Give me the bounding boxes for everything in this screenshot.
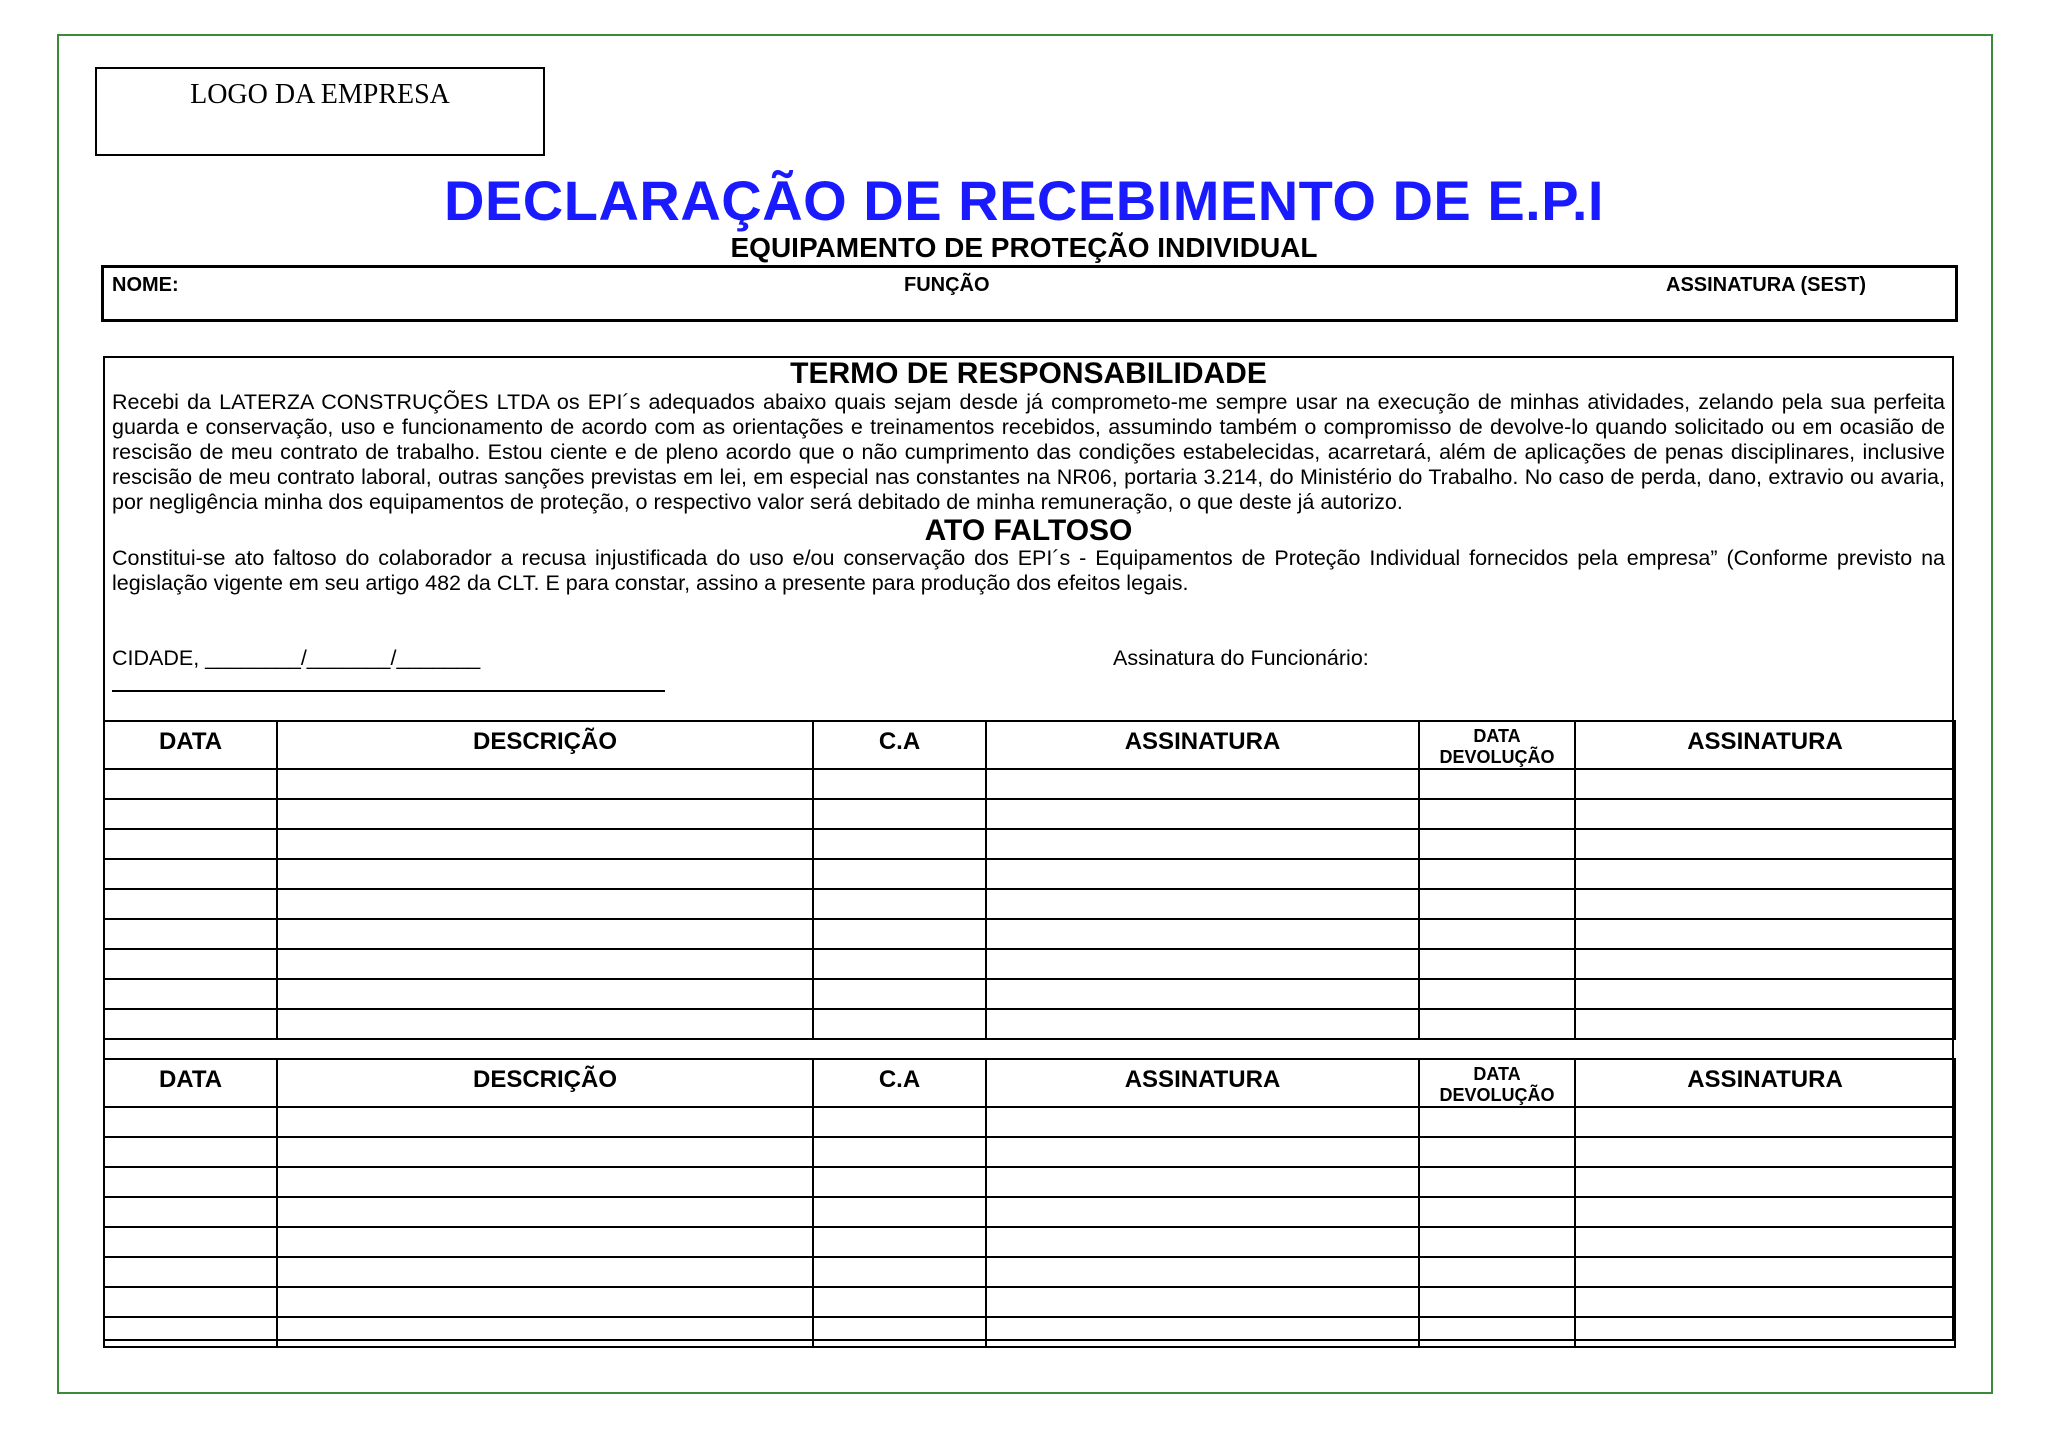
table-cell[interactable] (986, 1317, 1419, 1347)
table-cell[interactable] (104, 1197, 277, 1227)
table-row (104, 1287, 1955, 1317)
epi-table-2 (103, 1058, 1956, 1348)
table-cell[interactable] (277, 949, 813, 979)
table-cell[interactable] (1575, 1197, 1955, 1227)
table-cell[interactable] (986, 769, 1419, 799)
table-cell[interactable] (1575, 859, 1955, 889)
table-cell[interactable] (1419, 919, 1575, 949)
table-cell[interactable] (277, 1287, 813, 1317)
table-cell[interactable] (986, 799, 1419, 829)
table-cell[interactable] (813, 1009, 986, 1039)
table-cell[interactable] (104, 889, 277, 919)
table-cell[interactable] (277, 829, 813, 859)
table-cell[interactable] (104, 919, 277, 949)
table-cell[interactable] (1575, 1287, 1955, 1317)
table-cell[interactable] (1419, 1107, 1575, 1137)
table-cell[interactable] (104, 1317, 277, 1347)
table-cell[interactable] (104, 829, 277, 859)
col-header-data: DATA (104, 721, 277, 769)
function-field-label[interactable]: FUNÇÃO (904, 274, 990, 296)
table-cell[interactable] (1575, 1227, 1955, 1257)
employee-signature-label[interactable]: Assinatura do Funcionário: (1113, 646, 1369, 670)
table-cell[interactable] (813, 1167, 986, 1197)
table-row (104, 1167, 1955, 1197)
table-cell[interactable] (277, 1257, 813, 1287)
table-cell[interactable] (104, 979, 277, 1009)
table-cell[interactable] (813, 1137, 986, 1167)
table-cell[interactable] (1419, 769, 1575, 799)
table-cell[interactable] (986, 1107, 1419, 1137)
table-cell[interactable] (1419, 1167, 1575, 1197)
table-cell[interactable] (1575, 1137, 1955, 1167)
table-cell[interactable] (986, 1167, 1419, 1197)
sest-signature-field-label[interactable]: ASSINATURA (SEST) (1666, 274, 1866, 296)
table-cell[interactable] (1575, 1107, 1955, 1137)
table-cell[interactable] (986, 919, 1419, 949)
table-cell[interactable] (813, 1287, 986, 1317)
table-cell[interactable] (1575, 1167, 1955, 1197)
table-cell[interactable] (277, 1167, 813, 1197)
table-cell[interactable] (813, 979, 986, 1009)
table-cell[interactable] (1575, 829, 1955, 859)
name-field-label[interactable]: NOME: (112, 274, 179, 296)
table-cell[interactable] (813, 1257, 986, 1287)
col-header-ca: C.A (813, 721, 986, 769)
table-cell[interactable] (1419, 799, 1575, 829)
col-header-descricao: DESCRIÇÃO (277, 1059, 813, 1107)
table-cell[interactable] (104, 1167, 277, 1197)
table-cell[interactable] (813, 769, 986, 799)
table-row (104, 1009, 1955, 1039)
termo-text: Recebi da LATERZA CONSTRUÇÕES LTDA os EPI´s adequados abaixo quais sejam desde já comprometo-me sempre usar na execução de minhas atividades, zelando pela sua perfeita guarda e conservação, uso e funcionamento de acordo com as orientações e treinamentos recebidos, assumindo também o compromisso de devolve-lo quando solicitado ou em ocasião de rescisão de meu contrato de trabalho. Estou ciente e de pleno acordo que o não cumprimento das condições estabelecidas, acarretará, além de aplicações de penas disciplinares, inclusive rescisão de meu contrato laboral, outras sanções previstas em lei, em especial nas constantes na NR06, portaria 3.214, do Ministério do Trabalho. No caso de perda, dano, extravio ou avaria, por negligência minha dos equipamentos de proteção, o respectivo valor será debitado de minha remuneração, o que deste já autorizo. (112, 390, 1945, 514)
table-cell[interactable] (1419, 1287, 1575, 1317)
col-header-assinatura-devolucao: ASSINATURA (1575, 1059, 1955, 1107)
table-row (104, 1107, 1955, 1137)
table-cell[interactable] (277, 769, 813, 799)
table-cell[interactable] (1575, 799, 1955, 829)
table-cell[interactable] (986, 1257, 1419, 1287)
table-cell[interactable] (104, 859, 277, 889)
col-header-ca: C.A (813, 1059, 986, 1107)
termo-heading: TERMO DE RESPONSABILIDADE (790, 357, 1267, 390)
document-title: DECLARAÇÃO DE RECEBIMENTO DE E.P.I (444, 169, 1604, 232)
col-header-data: DATA (104, 1059, 277, 1107)
table-cell[interactable] (277, 859, 813, 889)
table-cell[interactable] (813, 859, 986, 889)
table-cell[interactable] (813, 799, 986, 829)
table-row (104, 1227, 1955, 1257)
table-cell[interactable] (1575, 889, 1955, 919)
table-cell[interactable] (104, 949, 277, 979)
table-cell[interactable] (1419, 829, 1575, 859)
table-cell[interactable] (1419, 979, 1575, 1009)
table-row (104, 859, 1955, 889)
col-header-descricao: DESCRIÇÃO (277, 721, 813, 769)
table-cell[interactable] (813, 1197, 986, 1227)
table-row (104, 799, 1955, 829)
table-cell[interactable] (813, 1317, 986, 1347)
col-header-assinatura: ASSINATURA (986, 1059, 1419, 1107)
table-cell[interactable] (813, 1107, 986, 1137)
table-cell[interactable] (1419, 889, 1575, 919)
table-cell[interactable] (813, 949, 986, 979)
table-cell[interactable] (986, 1009, 1419, 1039)
table-row (104, 829, 1955, 859)
table-cell[interactable] (1419, 1257, 1575, 1287)
table-cell[interactable] (1419, 1137, 1575, 1167)
table-cell[interactable] (277, 1137, 813, 1167)
document-subtitle: EQUIPAMENTO DE PROTEÇÃO INDIVIDUAL (730, 232, 1318, 263)
table-cell[interactable] (986, 949, 1419, 979)
table-cell[interactable] (277, 1227, 813, 1257)
table-cell[interactable] (277, 919, 813, 949)
col-header-assinatura: ASSINATURA (986, 721, 1419, 769)
table-cell[interactable] (104, 1227, 277, 1257)
table-cell[interactable] (104, 1107, 277, 1137)
table-cell[interactable] (813, 919, 986, 949)
table-cell[interactable] (1575, 979, 1955, 1009)
table-cell[interactable] (1575, 949, 1955, 979)
table-cell[interactable] (1575, 1317, 1955, 1347)
table-row (104, 1257, 1955, 1287)
table-cell[interactable] (986, 1137, 1419, 1167)
table-cell[interactable] (277, 979, 813, 1009)
signature-line (112, 690, 665, 692)
table-cell[interactable] (104, 1257, 277, 1287)
table-cell[interactable] (1575, 1009, 1955, 1039)
table-cell[interactable] (1575, 1257, 1955, 1287)
col-header-assinatura-devolucao: ASSINATURA (1575, 721, 1955, 769)
table-cell[interactable] (986, 889, 1419, 919)
table-cell[interactable] (813, 889, 986, 919)
table-row (104, 949, 1955, 979)
table-row (104, 919, 1955, 949)
table-cell[interactable] (277, 1107, 813, 1137)
table-cell[interactable] (277, 1197, 813, 1227)
table-cell[interactable] (986, 859, 1419, 889)
table-row (104, 1197, 1955, 1227)
table-cell[interactable] (1419, 1227, 1575, 1257)
ato-faltoso-heading: ATO FALTOSO (924, 514, 1133, 547)
table-cell[interactable] (1419, 1197, 1575, 1227)
ato-faltoso-text: Constitui-se ato faltoso do colaborador a recusa injustificada do uso e/ou conservação dos EPI´s - Equipamentos de Proteção Individual fornecidos pela empresa” (Conforme previsto na legislação vigente em seu artigo 482 da CLT. E para constar, assino a presente para produção dos efeitos legais. (112, 546, 1945, 595)
table-cell[interactable] (277, 889, 813, 919)
table-cell[interactable] (1419, 1009, 1575, 1039)
table-cell[interactable] (1419, 949, 1575, 979)
table-cell[interactable] (277, 1009, 813, 1039)
epi-table-1 (103, 720, 1956, 1040)
city-date-field[interactable]: CIDADE, ________/_______/_______ (112, 646, 481, 670)
table-row (104, 1317, 1955, 1347)
table-cell[interactable] (986, 1287, 1419, 1317)
table-cell[interactable] (986, 829, 1419, 859)
table-cell[interactable] (277, 799, 813, 829)
col-header-data-devolucao: DATA DEVOLUÇÃO (1419, 721, 1575, 769)
employee-id-box (101, 265, 1958, 322)
col-header-data-devolucao: DATA DEVOLUÇÃO (1419, 1059, 1575, 1107)
table-cell[interactable] (1575, 769, 1955, 799)
table-cell[interactable] (104, 1137, 277, 1167)
table-row (104, 769, 1955, 799)
table-cell[interactable] (986, 1227, 1419, 1257)
table-cell[interactable] (1575, 919, 1955, 949)
table-cell[interactable] (104, 769, 277, 799)
table-row (104, 889, 1955, 919)
table-cell[interactable] (104, 799, 277, 829)
company-logo-placeholder: LOGO DA EMPRESA (95, 67, 545, 156)
table-cell[interactable] (986, 979, 1419, 1009)
table-row (104, 1137, 1955, 1167)
table-cell[interactable] (813, 829, 986, 859)
table-cell[interactable] (277, 1317, 813, 1347)
table-row (104, 979, 1955, 1009)
table-cell[interactable] (104, 1009, 277, 1039)
table-cell[interactable] (1419, 859, 1575, 889)
table-cell[interactable] (813, 1227, 986, 1257)
table-cell[interactable] (1419, 1317, 1575, 1347)
table-cell[interactable] (986, 1197, 1419, 1227)
table-cell[interactable] (104, 1287, 277, 1317)
